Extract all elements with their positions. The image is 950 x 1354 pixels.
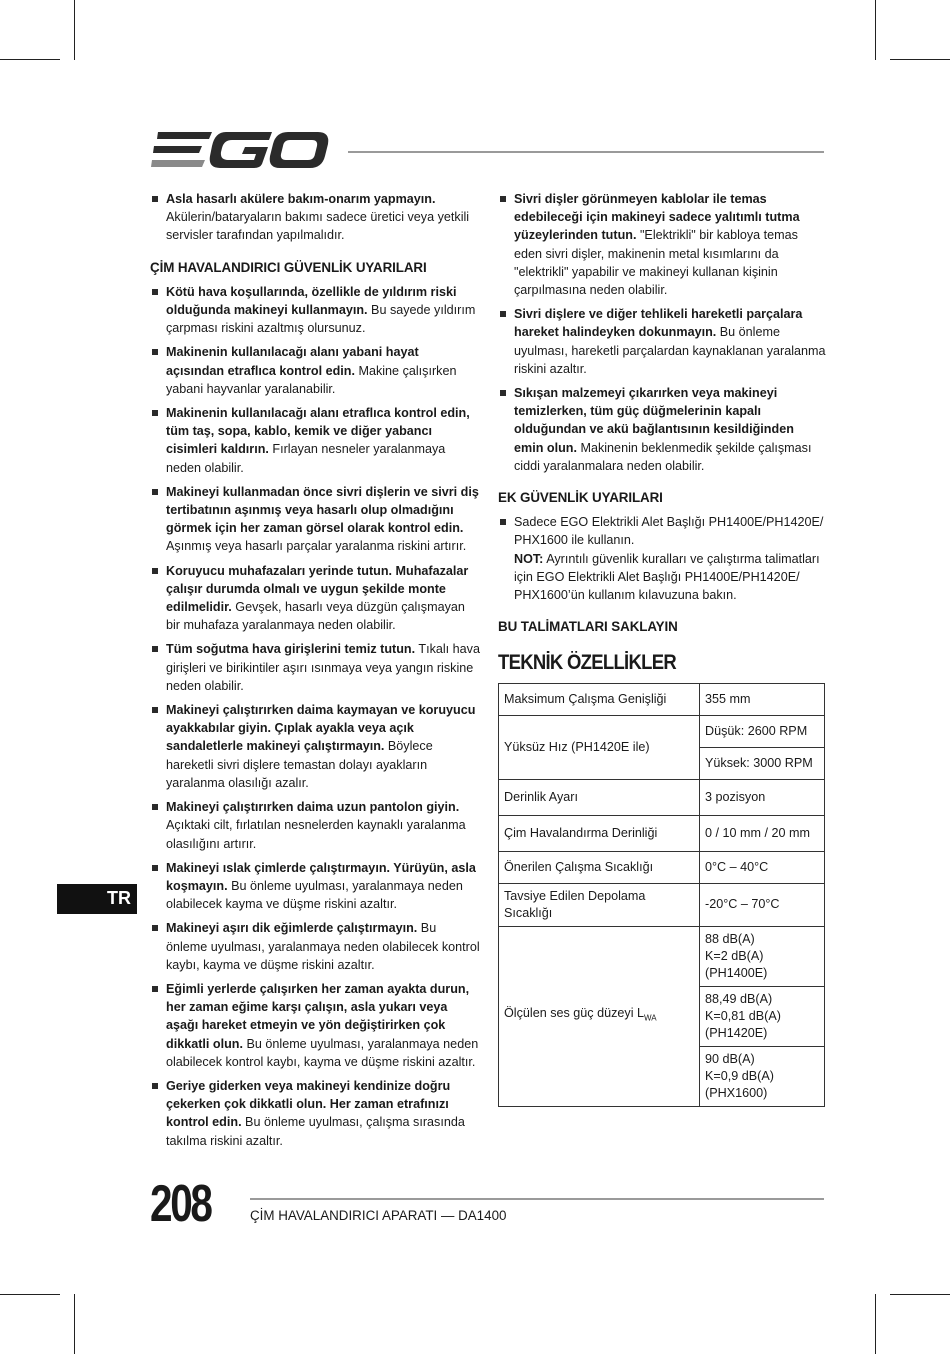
footer-rule xyxy=(250,1198,824,1200)
list-item: Sıkışan malzemeyi çıkarırken veya makineyi temizlerken, tüm güç düğmelerinin kapalı olduğundan ve akü bağlantısının kesildiğinden emin olun. Makinenin beklenmedik şekilde çalışması ciddi yaralanmalara neden olabilir. xyxy=(498,384,826,475)
note-label: NOT: xyxy=(514,551,544,566)
right-column xyxy=(498,190,826,1107)
spec-value: 3 pozisyon xyxy=(700,779,825,815)
spec-label: Maksimum Çalışma Genişliği xyxy=(499,683,700,715)
crop-mark xyxy=(890,59,950,60)
page-number: 208 xyxy=(150,1175,211,1233)
crop-mark xyxy=(0,59,60,60)
list-item: Makineyi kullanmadan önce sivri dişlerin ve sivri diş tertibatının aşınmış veya hasarlı olup olmadığını görmek için her zaman görsel olarak kontrol edin. Aşınmış veya hasarlı parçalar yaralanma riskini artırır. xyxy=(150,483,480,556)
crop-mark xyxy=(875,1294,876,1354)
table-row xyxy=(499,815,825,851)
spec-title: TEKNİK ÖZELLİKLER xyxy=(498,651,676,675)
table-row xyxy=(499,926,825,986)
crop-mark xyxy=(74,1294,75,1354)
table-row xyxy=(499,715,825,747)
list-item: Makineyi aşırı dik eğimlerde çalıştırmayın. Bu önleme uyulması, yaralanmaya neden olabilecek kontrol kaybı, kayma ve düşme riskini azaltır. xyxy=(150,919,480,974)
left-column xyxy=(150,190,480,1156)
list-item: Geriye giderken veya makineyi kendinize doğru çekerken çok dikkatli olun. Her zaman etrafınızı kontrol edin. Bu önleme uyulması, çalışma sırasında takılma riskini azaltır. xyxy=(150,1077,480,1150)
spec-value: -20°C – 70°C xyxy=(700,883,825,926)
list-item: Tüm soğutma hava girişlerini temiz tutun. Tıkalı hava girişleri ve birikintiler aşırı ısınmaya veya yangın riskine neden olabilir. xyxy=(150,640,480,695)
save-instructions-title: BU TALİMATLARI SAKLAYIN xyxy=(498,619,678,635)
spec-value: 0 / 10 mm / 20 mm xyxy=(700,815,825,851)
list-item: Makineyi çalıştırırken daima uzun pantolon giyin. Açıktaki cilt, fırlatılan nesnelerden kaynaklı yaralanma olasılığını artırır. xyxy=(150,798,480,853)
list-item: Sadece EGO Elektrikli Alet Başlığı PH1400E/PH1420E/ PHX1600 ile kullanın. NOT: Ayrıntılı güvenlik kuralları ve çalıştırma talimatları için EGO Elektrikli Alet Başlığı PH1400E/PH1420E/ PHX1600’ün kullanım kılavuzuna bakın. xyxy=(498,513,826,604)
spec-label: Çim Havalandırma Derinliği xyxy=(499,815,700,851)
spec-value: 88 dB(A) K=2 dB(A) (PH1400E) xyxy=(700,926,825,986)
section-title: ÇİM HAVALANDIRICI GÜVENLİK UYARILARI xyxy=(150,259,427,275)
spec-label: Ölçülen ses güç düzeyi $L_{WA}$ xyxy=(499,926,700,1106)
spec-label: Derinlik Ayarı xyxy=(499,779,700,815)
crop-mark xyxy=(875,0,876,60)
extra-safety-title: EK GÜVENLİK UYARILARI xyxy=(498,490,663,506)
spec-label: Yüksüz Hız (PH1420E ile) xyxy=(499,715,700,779)
spec-table xyxy=(498,683,825,1107)
list-item: Makinenin kullanılacağı alanı etraflıca kontrol edin, tüm taş, sopa, kablo, kemik ve diğer yabancı cisimleri kaldırın. Fırlayan nesneler yaralanmaya neden olabilir. xyxy=(150,404,480,477)
crop-mark xyxy=(74,0,75,60)
list-item: Sivri dişler görünmeyen kablolar ile temas edebileceği için makineyi sadece yalıtımlı tutma yüzeylerinden tutun. "Elektrikli" bir kabloya temas eden sivri dişler, makinenin metal kısımlarını da "elektrikli" yapabilir ve makineyi kullanan kişinin çarpılmasına neden olabilir. xyxy=(498,190,826,299)
ego-logo xyxy=(150,130,330,172)
crop-mark xyxy=(890,1294,950,1295)
spec-value: 355 mm xyxy=(700,683,825,715)
list-item: Asla hasarlı akülere bakım-onarım yapmayın. Akülerin/bataryaların bakımı sadece üretici veya yetkili servisler tarafından yapılmalıdır. xyxy=(150,190,480,245)
language-tab: TR xyxy=(57,884,137,914)
spec-label: Önerilen Çalışma Sıcaklığı xyxy=(499,851,700,883)
table-row xyxy=(499,851,825,883)
list-item: Koruyucu muhafazaları yerinde tutun. Muhafazalar çalışır durumda olmalı ve uygun şekilde monte edilmelidir. Gevşek, hasarlı veya düzgün çalışmayan bir muhafaza yaralanmaya neden olabilir. xyxy=(150,562,480,635)
spec-value: 88,49 dB(A) K=0,81 dB(A) (PH1420E) xyxy=(700,986,825,1046)
table-row xyxy=(499,883,825,926)
list-item: Kötü hava koşullarında, özellikle de yıldırım riski olduğunda makineyi kullanmayın. Bu sayede yıldırım çarpması riskini azaltmış olursunuz. xyxy=(150,283,480,338)
list-item: Makineyi ıslak çimlerde çalıştırmayın. Yürüyün, asla koşmayın. Bu önleme uyulması, yaralanmaya neden olabilecek kayma ve düşme riskini azaltır. xyxy=(150,859,480,914)
spec-value: 90 dB(A) K=0,9 dB(A) (PHX1600) xyxy=(700,1046,825,1106)
spec-value: Düşük: 2600 RPM xyxy=(700,715,825,747)
spec-label: Tavsiye Edilen Depolama Sıcaklığı xyxy=(499,883,700,926)
list-item: Makineyi çalıştırırken daima kaymayan ve koruyucu ayakkabılar giyin. Çıplak ayakla veya açık sandaletlerle makineyi çalıştırmayın. Böylece hareketli sivri dişlere temastan dolayı ayakların yaralanma olasılığı azalır. xyxy=(150,701,480,792)
spec-value: Yüksek: 3000 RPM xyxy=(700,747,825,779)
spec-value: 0°C – 40°C xyxy=(700,851,825,883)
header-rule xyxy=(348,151,824,153)
list-item: Eğimli yerlerde çalışırken her zaman ayakta durun, her zaman eğime karşı çalışın, asla yukarı veya aşağı hareket etmeyin ve yön değiştirirken çok dikkatli olun. Bu önleme uyulması, yaralanmaya neden olabilecek kontrol kaybı, kayma ve düşme riskini azaltır. xyxy=(150,980,480,1071)
list-item: Sivri dişlere ve diğer tehlikeli hareketli parçalara hareket halindeyken dokunmayın. Bu önleme uyulması, hareketli parçalardan kaynaklanan yaralanma riskini azaltır. xyxy=(498,305,826,378)
footer-title: ÇİM HAVALANDIRICI APARATI — DA1400 xyxy=(250,1208,507,1223)
table-row xyxy=(499,779,825,815)
table-row xyxy=(499,683,825,715)
list-item: Makinenin kullanılacağı alanı yabani hayat açısından etraflıca kontrol edin. Makine çalışırken yabani hayvanlar yaralanabilir. xyxy=(150,343,480,398)
crop-mark xyxy=(0,1294,60,1295)
